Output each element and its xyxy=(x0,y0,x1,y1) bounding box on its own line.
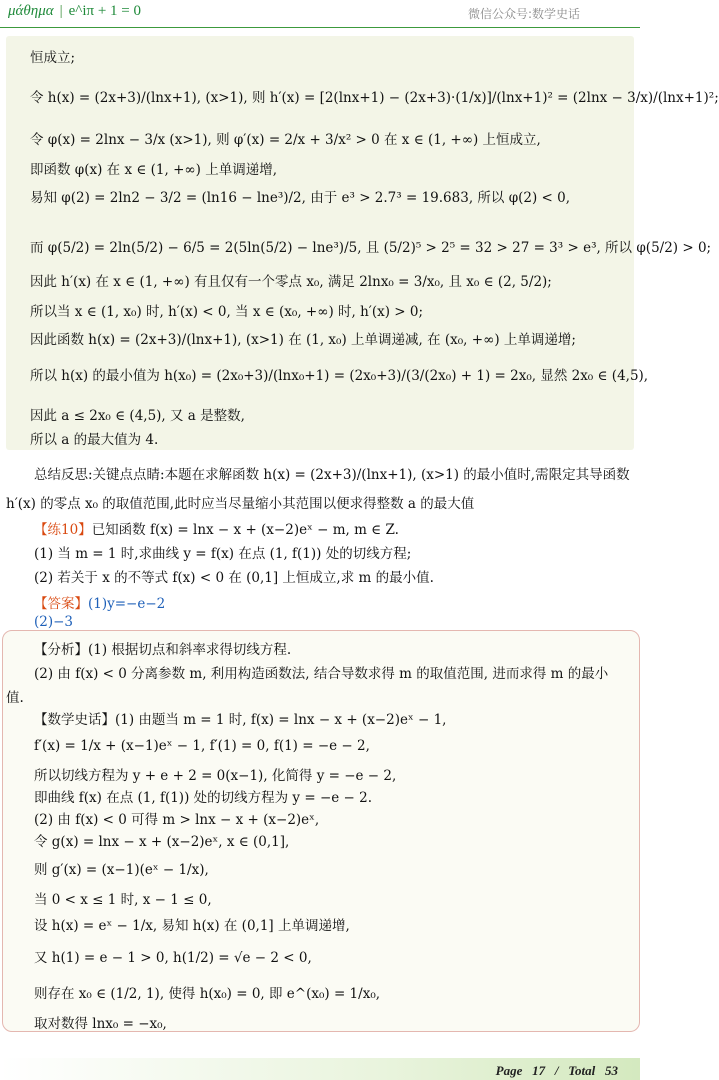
exercise-q1: (1) 当 m = 1 时,求曲线 y = f(x) 在点 (1, f(1)) 处的切线方程; xyxy=(34,546,412,562)
b2-line-01: 【分析】(1) 根据切点和斜率求得切线方程. xyxy=(34,642,292,658)
b1-line-11: 因此 a ≤ 2x₀ ∈ (4,5), 又 a 是整数, xyxy=(30,408,245,424)
total-label: Total xyxy=(568,1063,596,1078)
summary-line-2: h′(x) 的零点 x₀ 的取值范围,此时应当尽量缩小其范围以便求得整数 a 的最大值 xyxy=(6,496,475,512)
b2-line-14: 则存在 x₀ ∈ (1/2, 1), 使得 h(x₀) = 0, 即 e^(x₀) = 1/x₀, xyxy=(34,986,381,1002)
b1-line-09: 因此函数 h(x) = (2x+3)/(lnx+1), (x>1) 在 (1, x₀) 上单调递减, 在 (x₀, +∞) 上单调递增; xyxy=(30,332,576,348)
header-divider xyxy=(0,27,640,28)
page-footer xyxy=(496,1063,618,1079)
b1-line-10: 所以 h(x) 的最小值为 h(x₀) = (2x₀+3)/(lnx₀+1) = (2x₀+3)/(3/(2x₀) + 1) = 2x₀, 显然 2x₀ ∈ (4,5), xyxy=(30,368,649,384)
page-header xyxy=(0,0,640,26)
b1-line-02: 令 h(x) = (2x+3)/(lnx+1), (x>1), 则 h′(x) = [2(lnx+1) − (2x+3)·(1/x)]/(lnx+1)² = (2lnx − 3/x)/(lnx+1)²; xyxy=(30,90,719,106)
b1-line-03: 令 φ(x) = 2lnx − 3/x (x>1), 则 φ′(x) = 2/x + 3/x² > 0 在 x ∈ (1, +∞) 上恒成立, xyxy=(30,132,541,148)
answer-2: (2)−3 xyxy=(34,614,74,630)
exercise-q2: (2) 若关于 x 的不等式 f(x) < 0 在 (0,1] 上恒成立,求 m 的最小值. xyxy=(34,570,434,586)
page-label: Page xyxy=(495,1063,523,1078)
b2-line-07: 即曲线 f(x) 在点 (1, f(1)) 处的切线方程为 y = −e − 2. xyxy=(34,790,373,806)
b1-line-08: 所以当 x ∈ (1, x₀) 时, h′(x) < 0, 当 x ∈ (x₀, +∞) 时, h′(x) > 0; xyxy=(30,304,424,320)
b2-line-12: 设 h(x) = eˣ − 1/x, 易知 h(x) 在 (0,1] 上单调递增, xyxy=(34,918,350,934)
page-number: 17 xyxy=(532,1063,546,1078)
brand-logo xyxy=(8,3,141,20)
brand-name: μάθημα xyxy=(8,3,54,19)
b2-line-09: 令 g(x) = lnx − x + (x−2)eˣ, x ∈ (0,1], xyxy=(34,834,290,850)
b2-line-11: 当 0 < x ≤ 1 时, x − 1 ≤ 0, xyxy=(34,892,212,908)
b1-line-07: 因此 h′(x) 在 x ∈ (1, +∞) 有且仅有一个零点 x₀, 满足 2lnx₀ = 3/x₀, 且 x₀ ∈ (2, 5/2); xyxy=(30,274,552,290)
answer-line-1 xyxy=(34,592,165,612)
b1-line-04: 即函数 φ(x) 在 x ∈ (1, +∞) 上单调递增, xyxy=(30,162,278,178)
b2-line-08: (2) 由 f(x) < 0 可得 m > lnx − x + (x−2)eˣ, xyxy=(34,812,320,828)
page-slash: / xyxy=(554,1063,559,1078)
b2-line-15: 取对数得 lnx₀ = −x₀, xyxy=(34,1016,167,1032)
answer-tag: 【答案】 xyxy=(34,596,88,612)
b1-line-12: 所以 a 的最大值为 4. xyxy=(30,432,159,448)
b2-line-06: 所以切线方程为 y + e + 2 = 0(x−1), 化简得 y = −e − 2, xyxy=(34,768,397,784)
summary-line-1: 总结反思:关键点点睛:本题在求解函数 h(x) = (2x+3)/(lnx+1), (x>1) 的最小值时,需限定其导函数 xyxy=(34,467,630,483)
b2-line-03: 值. xyxy=(6,690,24,706)
b2-line-02: (2) 由 f(x) < 0 分离参数 m, 利用构造函数法, 结合导数求得 m 的取值范围, 进而求得 m 的最小 xyxy=(34,666,609,682)
brand-formula: e^iπ + 1 = 0 xyxy=(68,3,141,19)
b1-line-05: 易知 φ(2) = 2ln2 − 3/2 = (ln16 − lne³)/2, 由于 e³ > 2.7³ = 19.683, 所以 φ(2) < 0, xyxy=(30,190,571,206)
exercise-stem-text: 已知函数 f(x) = lnx − x + (x−2)eˣ − m, m ∈ Z. xyxy=(91,522,399,538)
exercise-stem xyxy=(34,518,399,538)
b2-line-05: f′(x) = 1/x + (x−1)eˣ − 1, f′(1) = 0, f(1) = −e − 2, xyxy=(34,738,370,754)
b1-line-06: 而 φ(5/2) = 2ln(5/2) − 6/5 = 2(5ln(5/2) − lne³)/5, 且 (5/2)⁵ > 2⁵ = 32 > 27 = 3³ > e³, 所以 φ(5/2) > 0; xyxy=(30,240,712,256)
wechat-account: 微信公众号:数学史话 xyxy=(467,7,580,21)
brand-separator: | xyxy=(59,3,63,19)
b2-line-04: 【数学史话】(1) 由题当 m = 1 时, f(x) = lnx − x + (x−2)eˣ − 1, xyxy=(34,712,447,728)
b1-line-01: 恒成立; xyxy=(30,50,76,66)
b2-line-10: 则 g′(x) = (x−1)(eˣ − 1/x), xyxy=(34,862,209,878)
total-number: 53 xyxy=(605,1063,618,1078)
b2-line-13: 又 h(1) = e − 1 > 0, h(1/2) = √e − 2 < 0, xyxy=(34,950,312,966)
exercise-tag: 【练10】 xyxy=(34,522,92,538)
answer-1: (1)y=−e−2 xyxy=(88,596,166,612)
